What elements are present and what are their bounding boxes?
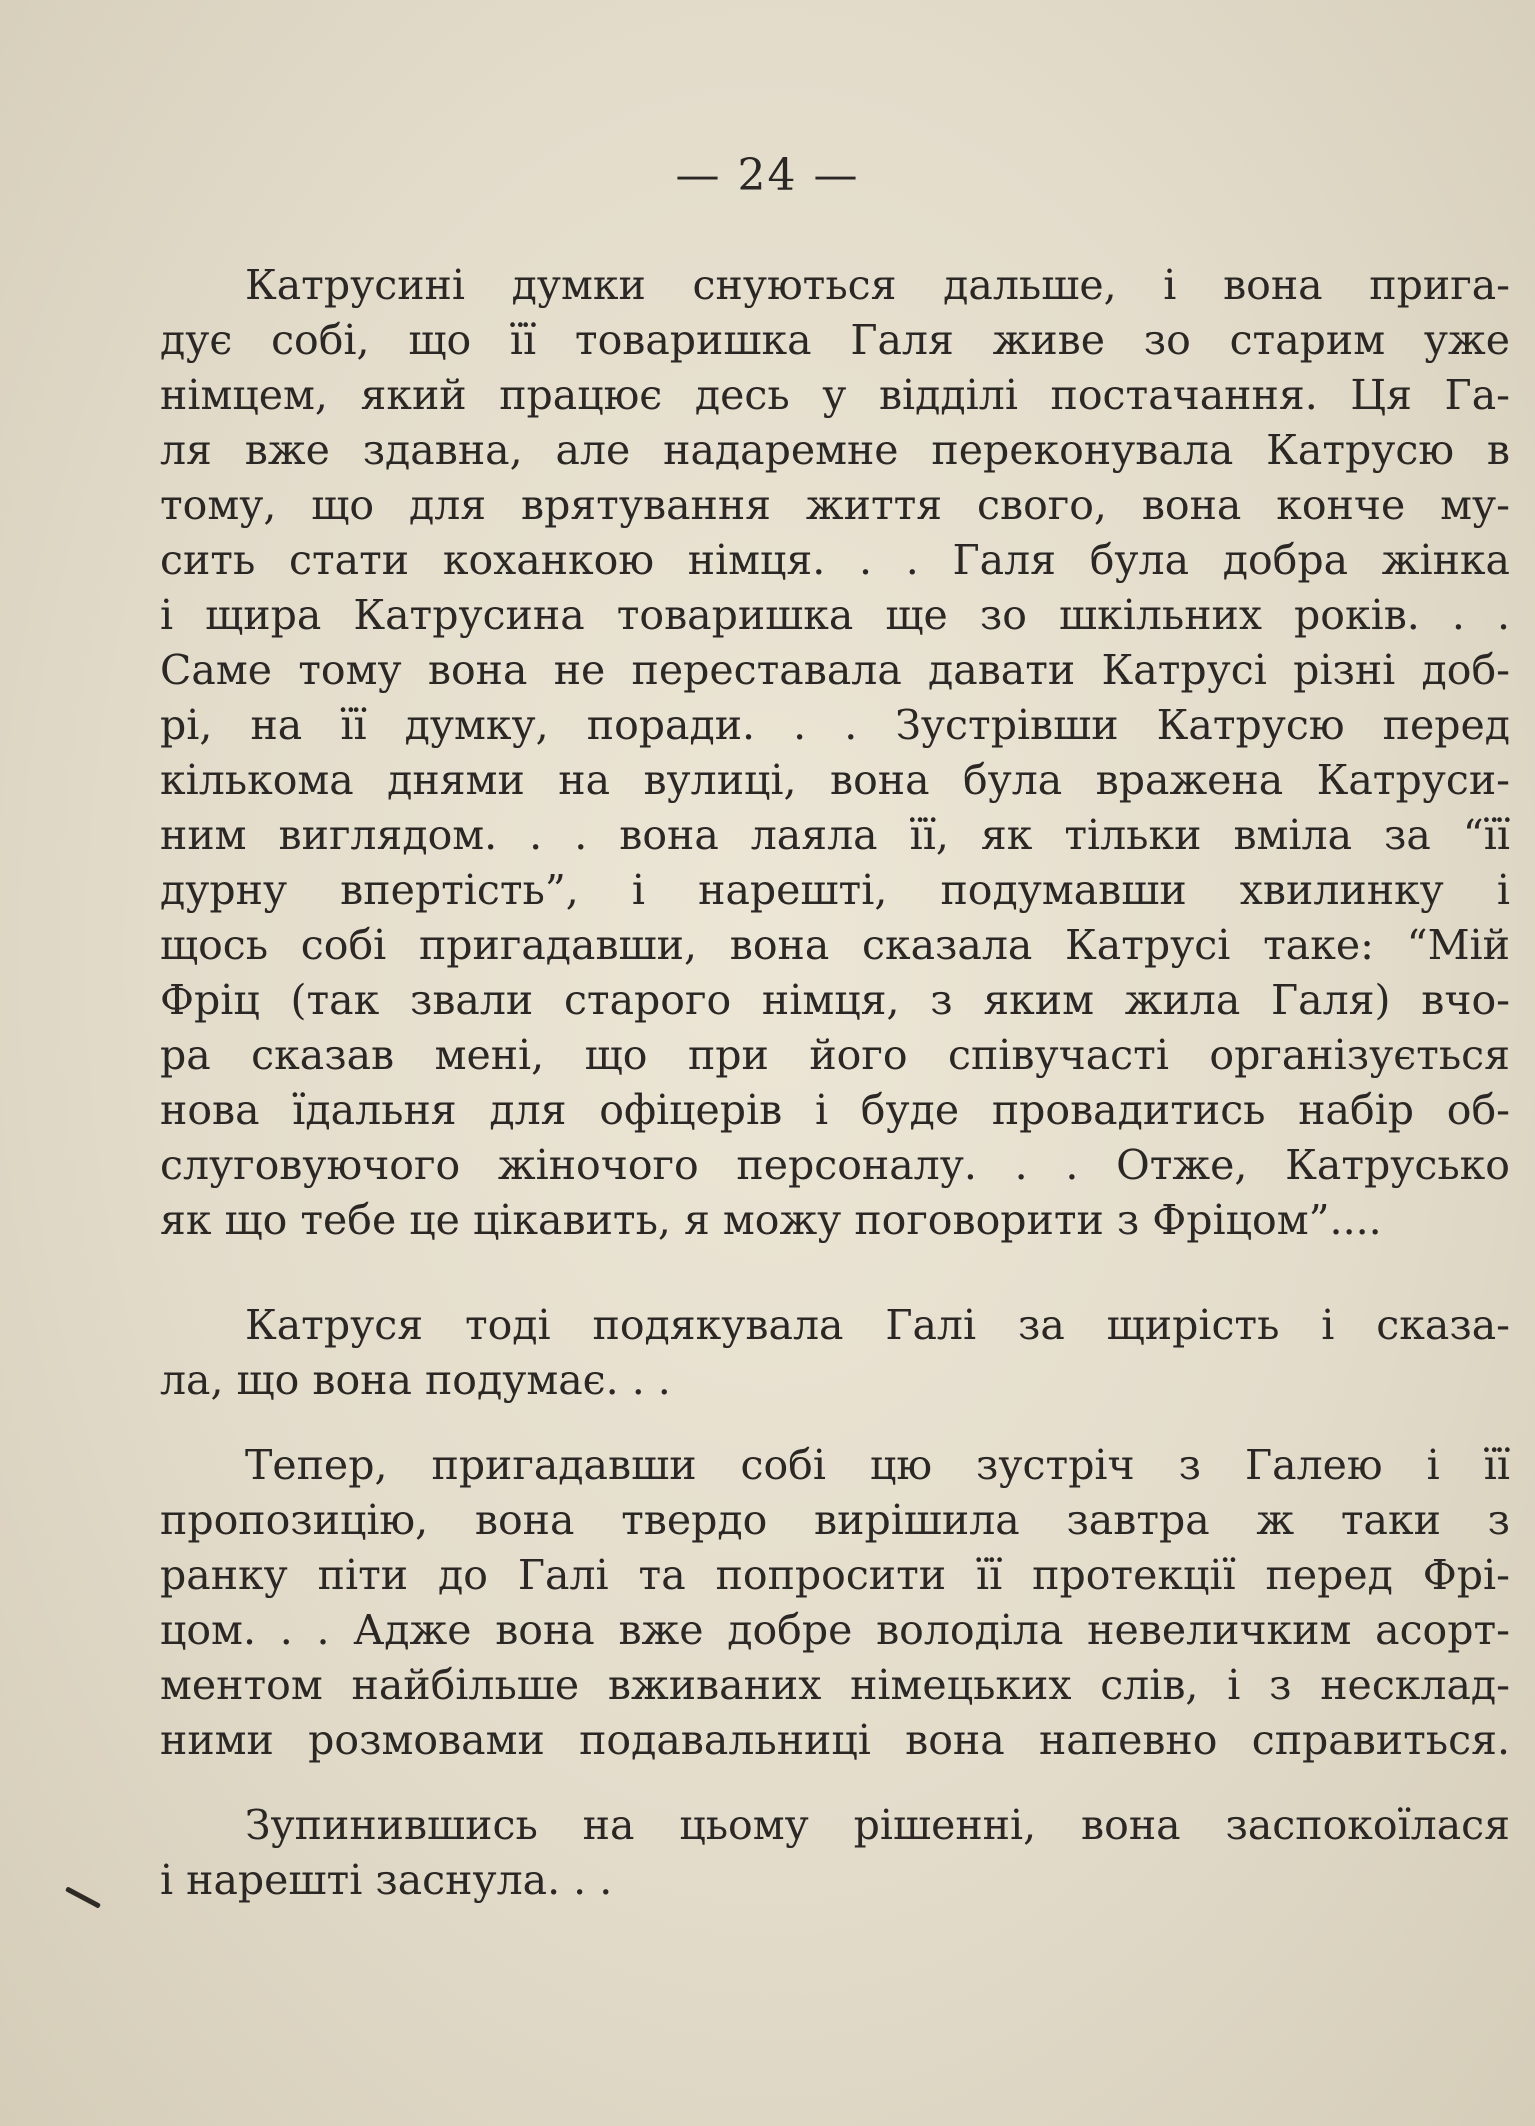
text-line: і щира Катрусина товаришка ще зо шкільних років. . .: [160, 591, 1510, 639]
text-line: Катрусині думки снуються дальше, і вона прига-: [245, 261, 1510, 309]
text-line: Саме тому вона не переставала давати Катрусі різні доб-: [160, 646, 1510, 694]
text-line: ла, що вона подумає. . .: [160, 1356, 671, 1404]
ink-mark: [65, 1886, 101, 1908]
text-line: ранку піти до Галі та попросити її протекції перед Фрі-: [160, 1551, 1510, 1599]
text-line: щось собі пригадавши, вона сказала Катрусі таке: “Мій: [160, 921, 1510, 969]
text-line: ними розмовами подавальниці вона напевно справиться.: [160, 1716, 1510, 1764]
text-line: ментом найбільше вживаних німецьких слів, і з несклад-: [160, 1661, 1510, 1709]
text-line: Зупинившись на цьому рішенні, вона заспокоїлася: [245, 1801, 1510, 1849]
text-line: рі, на її думку, поради. . . Зустрівши Катрусю перед: [160, 701, 1510, 749]
text-line: пропозицію, вона твердо вирішила завтра ж таки з: [160, 1496, 1510, 1544]
paragraph-2: [160, 1298, 1510, 1408]
page-number: — 24 —: [675, 150, 860, 201]
text-line: Тепер, пригадавши собі цю зустріч з Галею і її: [245, 1441, 1510, 1489]
text-line: цом. . . Адже вона вже добре володіла невеличким асорт-: [160, 1606, 1510, 1654]
text-line: як що тебе це цікавить, я можу поговорити з Фріцом”....: [160, 1196, 1382, 1244]
text-line: кількома днями на вулиці, вона була вражена Катруси-: [160, 756, 1510, 804]
text-line: ра сказав мені, що при його співучасті організується: [160, 1031, 1510, 1079]
text-line: нова їдальня для офіцерів і буде провадитись набір об-: [160, 1086, 1510, 1134]
text-line: дурну впертість”, і нарешті, подумавши хвилинку і: [160, 866, 1510, 914]
text-line: дує собі, що її товаришка Галя живе зо старим уже: [160, 316, 1510, 364]
text-line: слуговуючого жіночого персоналу. . . Отже, Катрусько: [160, 1141, 1510, 1189]
text-line: німцем, який працює десь у відділі постачання. Ця Га-: [160, 371, 1510, 419]
paragraph-4: [160, 1798, 1510, 1908]
text-line: сить стати коханкою німця. . . Галя була добра жінка: [160, 536, 1510, 584]
text-line: і нарешті заснула. . .: [160, 1856, 613, 1904]
text-line: Катруся тоді подякувала Галі за щирість і сказа-: [245, 1301, 1510, 1349]
text-line: тому, що для врятування життя свого, вона конче му-: [160, 481, 1510, 529]
text-line: ля вже здавна, але надаремне переконувала Катрусю в: [160, 426, 1510, 474]
paragraph-1: [160, 258, 1510, 1248]
text-line: Фріц (так звали старого німця, з яким жила Галя) вчо-: [160, 976, 1510, 1024]
text-line: ним виглядом. . . вона лаяла її, як тільки вміла за “її: [160, 811, 1510, 859]
paragraph-3: [160, 1438, 1510, 1768]
